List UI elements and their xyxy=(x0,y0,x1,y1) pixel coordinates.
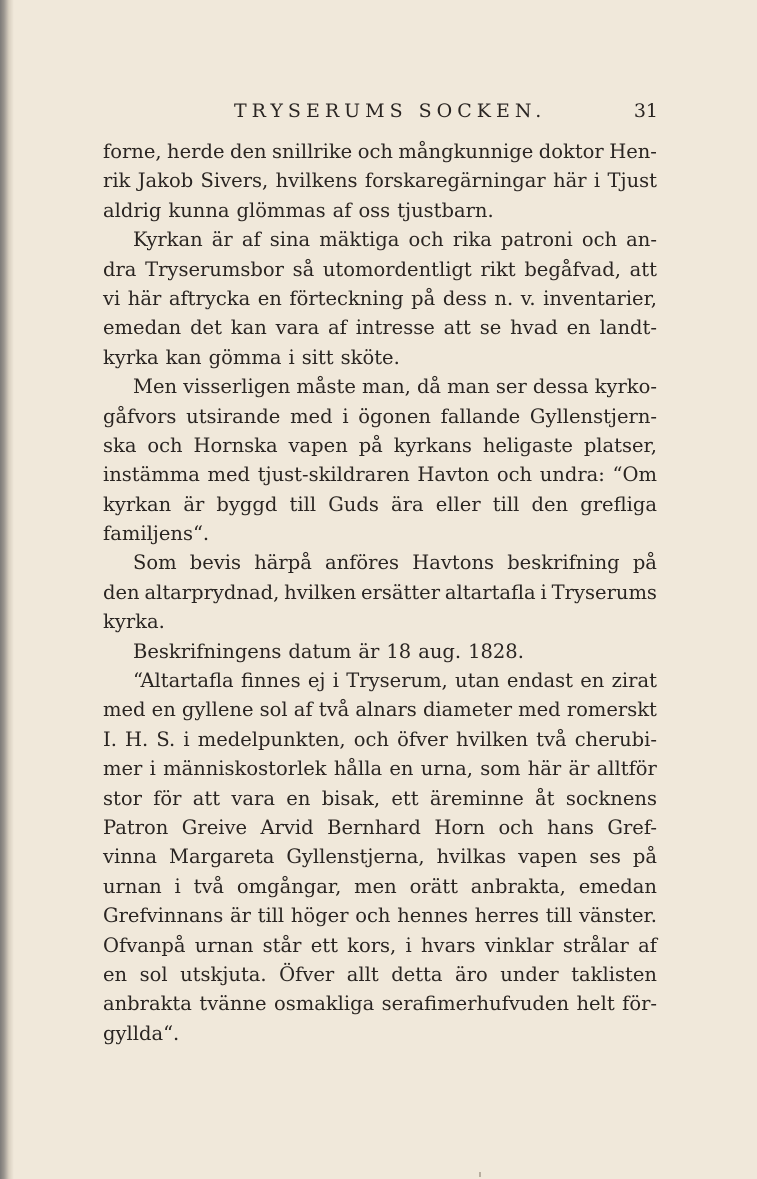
text-line xyxy=(103,960,657,989)
word: Guds xyxy=(328,492,379,516)
word: anbrakta, xyxy=(470,874,566,898)
word: under xyxy=(500,962,559,986)
word: och xyxy=(147,433,183,457)
word: i xyxy=(288,345,295,369)
word: här xyxy=(127,286,162,310)
text-line xyxy=(103,343,657,372)
word: kors, xyxy=(347,933,397,957)
word: att xyxy=(629,257,657,281)
word: hvad xyxy=(510,316,558,340)
text-line xyxy=(103,372,657,401)
word: är xyxy=(358,639,380,663)
text-line xyxy=(103,695,657,724)
text-line xyxy=(103,607,657,636)
word: Greive xyxy=(181,815,248,839)
text-line xyxy=(103,225,657,254)
word: ej xyxy=(307,669,326,693)
word: för- xyxy=(622,992,657,1016)
word: begåfvad, xyxy=(524,257,621,281)
word: människostorlek xyxy=(163,757,327,781)
word: här xyxy=(553,169,587,193)
word: gåfvors xyxy=(103,404,177,428)
word: äreminne xyxy=(429,786,524,810)
word: en xyxy=(103,962,128,986)
word: utsirande xyxy=(186,404,281,428)
word: två xyxy=(318,698,350,722)
text-line xyxy=(103,666,657,695)
word: till xyxy=(289,492,317,516)
text-line xyxy=(103,313,657,342)
word: aftrycka xyxy=(168,286,251,310)
text-line xyxy=(103,166,657,195)
word: en xyxy=(151,698,176,722)
word: fallande xyxy=(440,404,521,428)
word: heligaste xyxy=(482,433,573,457)
word: öfver xyxy=(397,727,448,751)
word: alnars xyxy=(355,698,417,722)
word: Jakob xyxy=(137,169,194,193)
word: cherubi- xyxy=(574,727,657,751)
word: kyrkans xyxy=(393,433,472,457)
word: S. xyxy=(156,727,176,751)
word: emedan xyxy=(578,874,657,898)
word: serafimerhufvuden xyxy=(381,992,570,1016)
word: utomordentligt xyxy=(322,257,472,281)
text-line xyxy=(103,490,657,519)
word: till xyxy=(492,492,520,516)
word: n. xyxy=(494,286,514,310)
word: altartafla xyxy=(444,580,536,604)
word: med xyxy=(518,698,561,722)
word: ersätter xyxy=(361,580,441,604)
word: byggd xyxy=(216,492,278,516)
word: kyrko- xyxy=(594,375,657,399)
word: två xyxy=(193,874,225,898)
word: vapen xyxy=(518,845,578,869)
word: doktor xyxy=(538,140,604,163)
word: osmakliga xyxy=(273,992,375,1016)
word: i xyxy=(593,169,601,193)
word: ska xyxy=(103,433,137,457)
word: urnan xyxy=(194,933,254,957)
word: Som xyxy=(133,551,177,575)
word: Men xyxy=(133,375,178,399)
word: eller xyxy=(435,492,481,516)
word: gömma xyxy=(208,345,282,369)
word: sina xyxy=(269,228,311,252)
word: och xyxy=(496,463,533,487)
word: hålla xyxy=(333,757,383,781)
word: af xyxy=(332,198,352,222)
word: an- xyxy=(626,228,657,252)
word: en xyxy=(286,786,311,810)
word: Grefvinnans xyxy=(103,904,224,928)
word: är xyxy=(568,757,590,781)
text-line xyxy=(103,784,657,813)
word: vara xyxy=(231,786,275,810)
word: är xyxy=(183,492,205,516)
word: det xyxy=(190,316,222,340)
word: hvilkas xyxy=(436,845,507,869)
word: af xyxy=(241,228,261,252)
word: sol xyxy=(259,698,288,722)
word: helt xyxy=(576,992,615,1016)
word: omgångar, xyxy=(236,874,342,898)
word: förteckning xyxy=(289,286,404,310)
word: Horn xyxy=(434,815,485,839)
word: vi xyxy=(103,286,121,310)
word: så xyxy=(292,257,315,281)
word: ära xyxy=(391,492,424,516)
word: af xyxy=(638,933,657,957)
word: Patron xyxy=(103,815,169,839)
word: gyllene xyxy=(181,698,254,722)
word: utskjuta. xyxy=(180,962,267,986)
text-line xyxy=(103,989,657,1018)
word: rika xyxy=(452,228,492,252)
word: sitt xyxy=(301,345,334,369)
word: 1828. xyxy=(468,639,524,663)
word: socknens xyxy=(565,786,657,810)
text-line xyxy=(103,754,657,783)
word: hennes xyxy=(397,904,468,928)
word: sol xyxy=(139,962,168,986)
word: familjens“. xyxy=(103,522,210,546)
text-line xyxy=(103,460,657,489)
word: på xyxy=(358,433,383,457)
word: och xyxy=(353,727,389,751)
word: hvilken xyxy=(456,727,529,751)
word: vinklar xyxy=(484,933,554,957)
word: urnan xyxy=(103,874,162,898)
word: urna, xyxy=(420,757,473,781)
text-line xyxy=(103,901,657,930)
page-number: 31 xyxy=(633,100,658,122)
word: oss xyxy=(358,198,391,222)
word: är xyxy=(211,228,233,252)
word: på xyxy=(632,551,657,575)
word: höger xyxy=(290,904,349,928)
word: Hen- xyxy=(609,140,657,163)
word: medelpunkten, xyxy=(197,727,346,751)
word: Tjust xyxy=(607,169,657,193)
word: i xyxy=(149,757,156,781)
text-line xyxy=(103,637,657,666)
text-line xyxy=(103,402,657,431)
word: då xyxy=(416,375,442,399)
word: med xyxy=(207,463,251,487)
word: af xyxy=(328,316,347,340)
word: är xyxy=(229,904,251,928)
text-line xyxy=(103,519,657,548)
word: herres xyxy=(474,904,539,928)
text-line xyxy=(103,842,657,871)
word: sköte. xyxy=(340,345,400,369)
paper-speck xyxy=(479,1172,481,1177)
text-line xyxy=(103,725,657,754)
text-line xyxy=(103,578,657,607)
word: på xyxy=(411,286,436,310)
word: Tryserum, xyxy=(346,669,448,693)
word: två xyxy=(536,727,567,751)
word: allt xyxy=(346,962,379,986)
word: af xyxy=(293,698,313,722)
text-line xyxy=(103,284,657,313)
word: i xyxy=(540,580,547,604)
word: dra xyxy=(103,257,137,281)
word: här xyxy=(527,757,562,781)
running-title: TRYSERUMS SOCKEN. xyxy=(234,100,547,122)
word: altarprydnad, xyxy=(144,580,280,604)
word: att xyxy=(192,786,221,810)
word: och xyxy=(355,904,391,928)
word: Öfver xyxy=(279,962,335,986)
body-text xyxy=(103,137,657,1048)
word: stor xyxy=(103,786,142,810)
word: ett xyxy=(310,933,338,957)
word: kyrka. xyxy=(103,610,165,634)
word: för xyxy=(153,786,182,810)
text-line xyxy=(103,813,657,842)
word: i xyxy=(183,727,190,751)
word: ses xyxy=(589,845,621,869)
word: mäktiga xyxy=(319,228,400,252)
word: hvilkens xyxy=(275,169,358,193)
word: den xyxy=(229,140,267,163)
word: datum xyxy=(288,639,352,663)
word: Hornska xyxy=(193,433,278,457)
word: taklisten xyxy=(571,962,657,986)
word: åt xyxy=(535,786,555,810)
word: Ofvanpå xyxy=(103,933,186,957)
word: på xyxy=(632,845,657,869)
word: orätt xyxy=(409,874,458,898)
word: Havton xyxy=(417,463,490,487)
text-line xyxy=(103,548,657,577)
word: äro xyxy=(455,962,488,986)
word: att xyxy=(443,316,471,340)
word: står xyxy=(262,933,302,957)
word: ett xyxy=(391,786,419,810)
word: och xyxy=(357,140,393,163)
word: intresse xyxy=(355,316,435,340)
word: i xyxy=(405,933,412,957)
word: man xyxy=(447,375,490,399)
word: Arvid xyxy=(260,815,314,839)
word: aug. xyxy=(418,639,462,663)
word: alltför xyxy=(596,757,657,781)
word: den xyxy=(103,580,140,604)
word: tjustbarn. xyxy=(397,198,494,222)
word: måste xyxy=(296,375,356,399)
word: glömmas xyxy=(236,198,326,222)
word: 18 xyxy=(386,639,412,663)
word: Tryserumsbor xyxy=(145,257,284,281)
word: strålar xyxy=(562,933,629,957)
word: man, xyxy=(362,375,411,399)
word: vapen xyxy=(288,433,348,457)
word: ögonen xyxy=(358,404,431,428)
word: Kyrkan xyxy=(133,228,203,252)
word: dessa xyxy=(532,375,589,399)
word: bisak, xyxy=(321,786,381,810)
word: undra: xyxy=(539,463,605,487)
word: hvars xyxy=(421,933,476,957)
word: hans xyxy=(547,815,594,839)
word: endast xyxy=(506,669,573,693)
word: en xyxy=(566,316,591,340)
word: med xyxy=(290,404,333,428)
word: den xyxy=(531,492,569,516)
word: Gyllenstjern- xyxy=(529,404,657,428)
word: till xyxy=(545,904,573,928)
word: se xyxy=(479,316,502,340)
word: anföres xyxy=(325,551,400,575)
book-spine-edge xyxy=(0,0,14,1179)
word: Gyllenstjerna, xyxy=(286,845,425,869)
word: visserligen xyxy=(183,375,291,399)
word: beskrifning xyxy=(507,551,620,575)
word: och xyxy=(498,815,534,839)
word: hvilken xyxy=(284,580,357,604)
word: och xyxy=(408,228,444,252)
word: härpå xyxy=(254,551,312,575)
text-line xyxy=(103,872,657,901)
word: “Altartafla xyxy=(133,669,234,693)
word: mångkunnige xyxy=(398,140,534,163)
word: en xyxy=(580,669,605,693)
word: tjust-skildraren xyxy=(257,463,410,487)
word: finnes xyxy=(240,669,301,693)
word: “Om xyxy=(612,463,657,487)
word: bevis xyxy=(189,551,242,575)
text-line xyxy=(103,1019,657,1048)
text-line xyxy=(103,931,657,960)
word: detta xyxy=(391,962,443,986)
word: aldrig xyxy=(103,198,162,222)
text-line xyxy=(103,137,657,166)
word: zirat xyxy=(611,669,657,693)
text-line xyxy=(103,431,657,460)
word: vänster. xyxy=(578,904,657,928)
word: en xyxy=(257,286,282,310)
word: Sivers, xyxy=(200,169,269,193)
word: grefliga xyxy=(580,492,657,516)
word: H. xyxy=(125,727,149,751)
word: i xyxy=(342,404,349,428)
word: kunna xyxy=(168,198,230,222)
word: dess xyxy=(442,286,487,310)
word: Tryserums xyxy=(551,580,657,604)
word: instämma xyxy=(103,463,200,487)
word: emedan xyxy=(103,316,182,340)
word: mer xyxy=(103,757,143,781)
word: vara xyxy=(275,316,320,340)
word: med xyxy=(103,698,146,722)
word: tvänne xyxy=(199,992,267,1016)
word: rik xyxy=(103,169,131,193)
word: kan xyxy=(165,345,202,369)
word: i xyxy=(174,874,181,898)
word: platser, xyxy=(583,433,657,457)
word: snillrike xyxy=(272,140,353,163)
word: patroni xyxy=(500,228,573,252)
word: till xyxy=(257,904,285,928)
word: inventarier, xyxy=(543,286,657,310)
word: kyrkan xyxy=(103,492,172,516)
word: v. xyxy=(520,286,536,310)
word: forne, xyxy=(103,140,162,163)
word: i xyxy=(332,669,340,693)
page-header xyxy=(104,97,660,125)
word: Gref- xyxy=(607,815,657,839)
text-line xyxy=(103,196,657,225)
word: diameter xyxy=(422,698,513,722)
word: Havtons xyxy=(412,551,495,575)
word: anbrakta xyxy=(103,992,192,1016)
word: men xyxy=(354,874,397,898)
word: kan xyxy=(230,316,267,340)
word: vinna xyxy=(103,845,157,869)
word: romerskt xyxy=(566,698,657,722)
text-line xyxy=(103,255,657,284)
word: rikt xyxy=(480,257,516,281)
word: Margareta xyxy=(168,845,275,869)
word: och xyxy=(581,228,618,252)
word: I. xyxy=(103,727,117,751)
word: landt- xyxy=(599,316,657,340)
word: gyllda“. xyxy=(103,1021,180,1045)
word: Beskrifningens xyxy=(133,639,282,663)
word: kyrka xyxy=(103,345,159,369)
word: en xyxy=(389,757,414,781)
word: forskaregärningar xyxy=(364,169,546,193)
word: som xyxy=(480,757,521,781)
word: ser xyxy=(495,375,527,399)
word: herde xyxy=(167,140,225,163)
word: utan xyxy=(455,669,500,693)
word: Bernhard xyxy=(327,815,421,839)
